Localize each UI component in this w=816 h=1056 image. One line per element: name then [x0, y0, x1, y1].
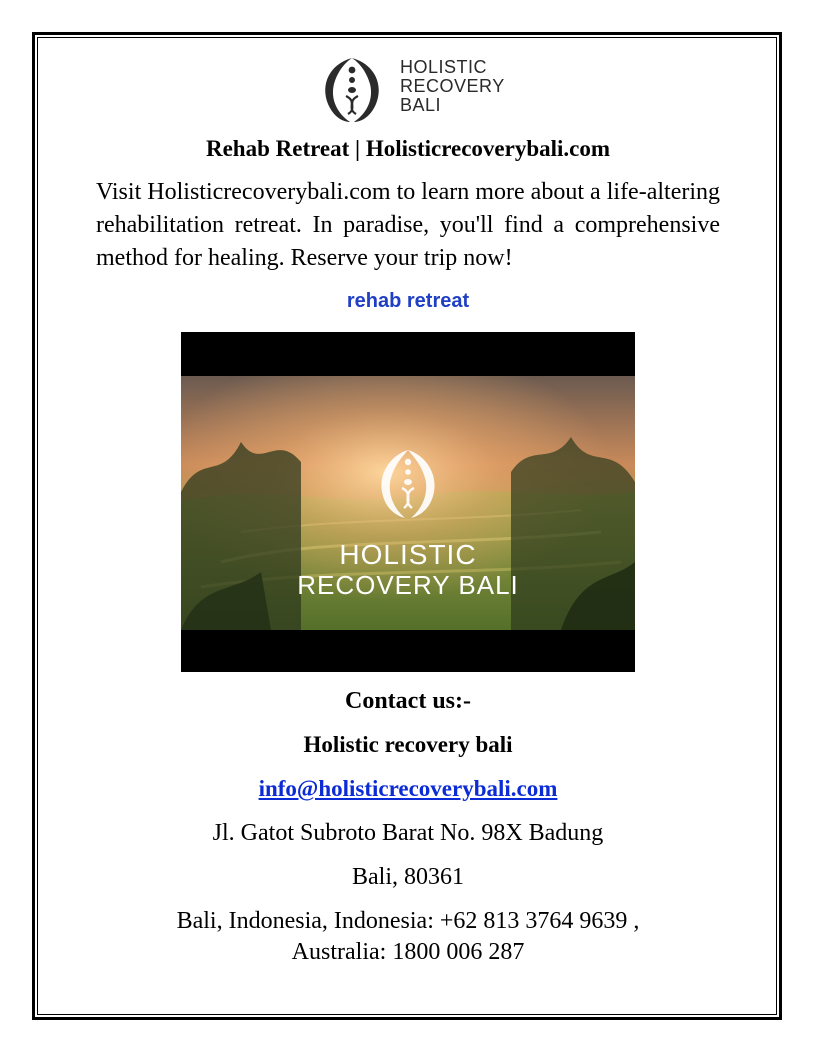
description-paragraph: Visit Holisticrecoverybali.com to learn more about a life-altering rehabilitation retreat. In paradise, you'll find a comprehensive method for healing. Reserve your trip now! [96, 179, 720, 271]
email-row [0, 776, 816, 802]
logo-line-1: HOLISTIC [400, 57, 488, 77]
logo-line-3: BALI [400, 95, 442, 115]
contact-heading: Contact us:- [345, 688, 471, 714]
rehab-retreat-link[interactable]: rehab retreat [346, 290, 470, 312]
phone-line-2: Australia: 1800 006 287 [291, 939, 525, 965]
address-line-1: Jl. Gatot Subroto Barat No. 98X Badung [212, 820, 604, 846]
logo-wordmark [400, 58, 505, 115]
video-overlay-title-1: HOLISTIC [339, 539, 477, 570]
address-line-2: Bali, 80361 [352, 864, 464, 890]
video-thumbnail[interactable] [181, 332, 635, 672]
logo-line-2: RECOVERY [400, 76, 505, 96]
phone-line-1: Bali, Indonesia, Indonesia: +62 813 3764 9639 , [176, 908, 640, 934]
lotus-spine-logo-icon [312, 48, 392, 128]
email-link[interactable]: info@holisticrecoverybali.com [258, 776, 558, 801]
brand-logo [312, 48, 512, 128]
company-name: Holistic recovery bali [303, 732, 513, 757]
page-title: Rehab Retreat | Holisticrecoverybali.com [205, 136, 611, 161]
phone-block [0, 906, 816, 968]
video-overlay-title-2: RECOVERY BALI [297, 570, 519, 600]
